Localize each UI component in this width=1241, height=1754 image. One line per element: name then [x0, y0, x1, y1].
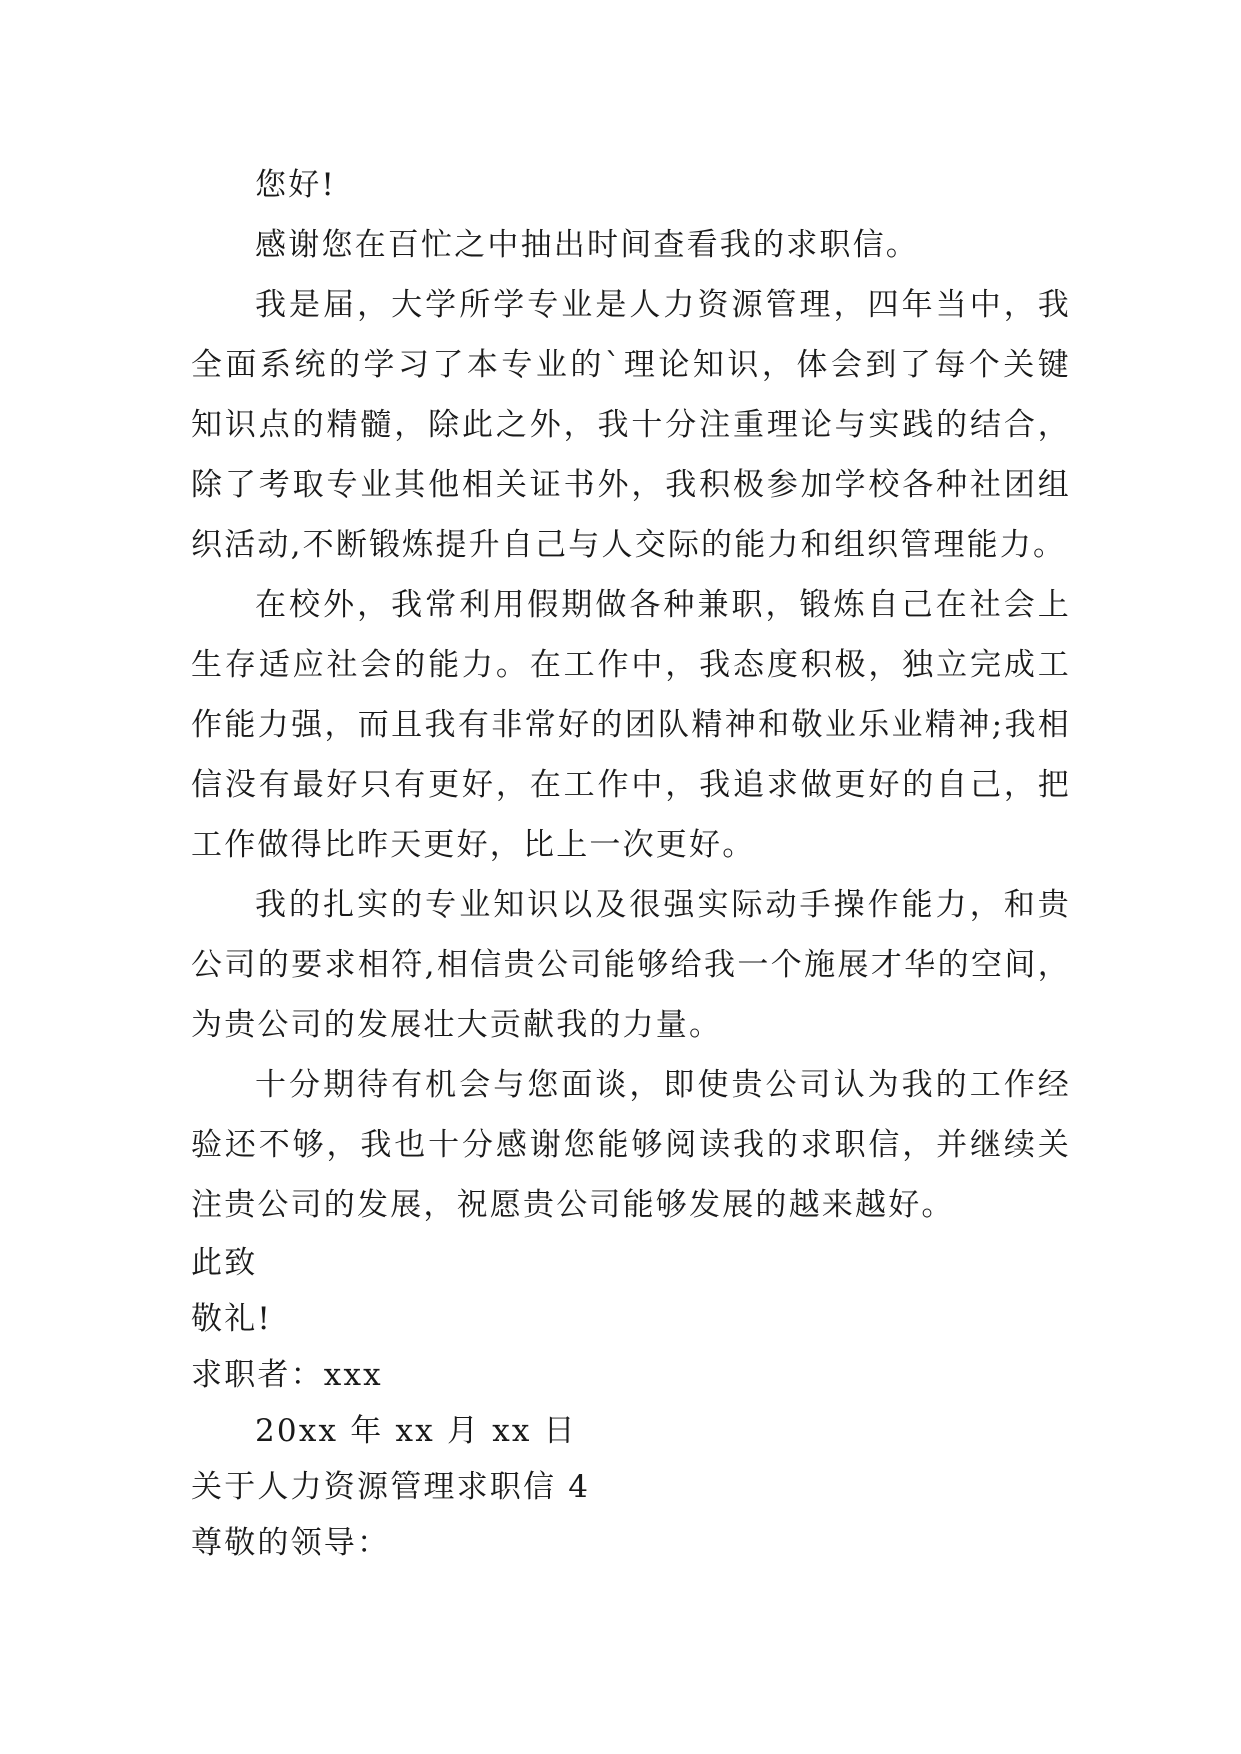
closing-regards: 敬礼!	[191, 1301, 273, 1337]
section-title: 关于人力资源管理求职信 4	[191, 1469, 591, 1505]
greeting: 您好!	[255, 167, 337, 203]
letter-date: 20xx 年 xx 月 xx 日	[255, 1413, 577, 1449]
signature: 求职者：xxx	[191, 1357, 383, 1393]
paragraph-education: 我是届，大学所学专业是人力资源管理，四年当中，我全面系统的学习了本专业的`理论知识，体会到了每个关键知识点的精髓，除此之外，我十分注重理论与实践的结合，除了考取专业其他相关证书外，我积极参加学校各种社团组织活动,不断锻炼提升自己与人交际的能力和组织管理能力。	[191, 287, 1071, 563]
paragraph-fit: 我的扎实的专业知识以及很强实际动手操作能力，和贵公司的要求相符,相信贵公司能够给我一个施展才华的空间，为贵公司的发展壮大贡献我的力量。	[191, 887, 1071, 1043]
paragraph-closing: 十分期待有机会与您面谈，即使贵公司认为我的工作经验还不够，我也十分感谢您能够阅读我的求职信，并继续关注贵公司的发展，祝愿贵公司能够发展的越来越好。	[191, 1067, 1071, 1223]
closing-salute: 此致	[191, 1245, 258, 1281]
letter-body	[191, 155, 1071, 1571]
paragraph-thanks: 感谢您在百忙之中抽出时间查看我的求职信。	[255, 227, 919, 263]
section-salutation: 尊敬的领导：	[191, 1525, 391, 1561]
paragraph-experience: 在校外，我常利用假期做各种兼职，锻炼自己在社会上生存适应社会的能力。在工作中，我态度积极，独立完成工作能力强，而且我有非常好的团队精神和敬业乐业精神;我相信没有最好只有更好，在工作中，我追求做更好的自己，把工作做得比昨天更好，比上一次更好。	[191, 587, 1071, 863]
